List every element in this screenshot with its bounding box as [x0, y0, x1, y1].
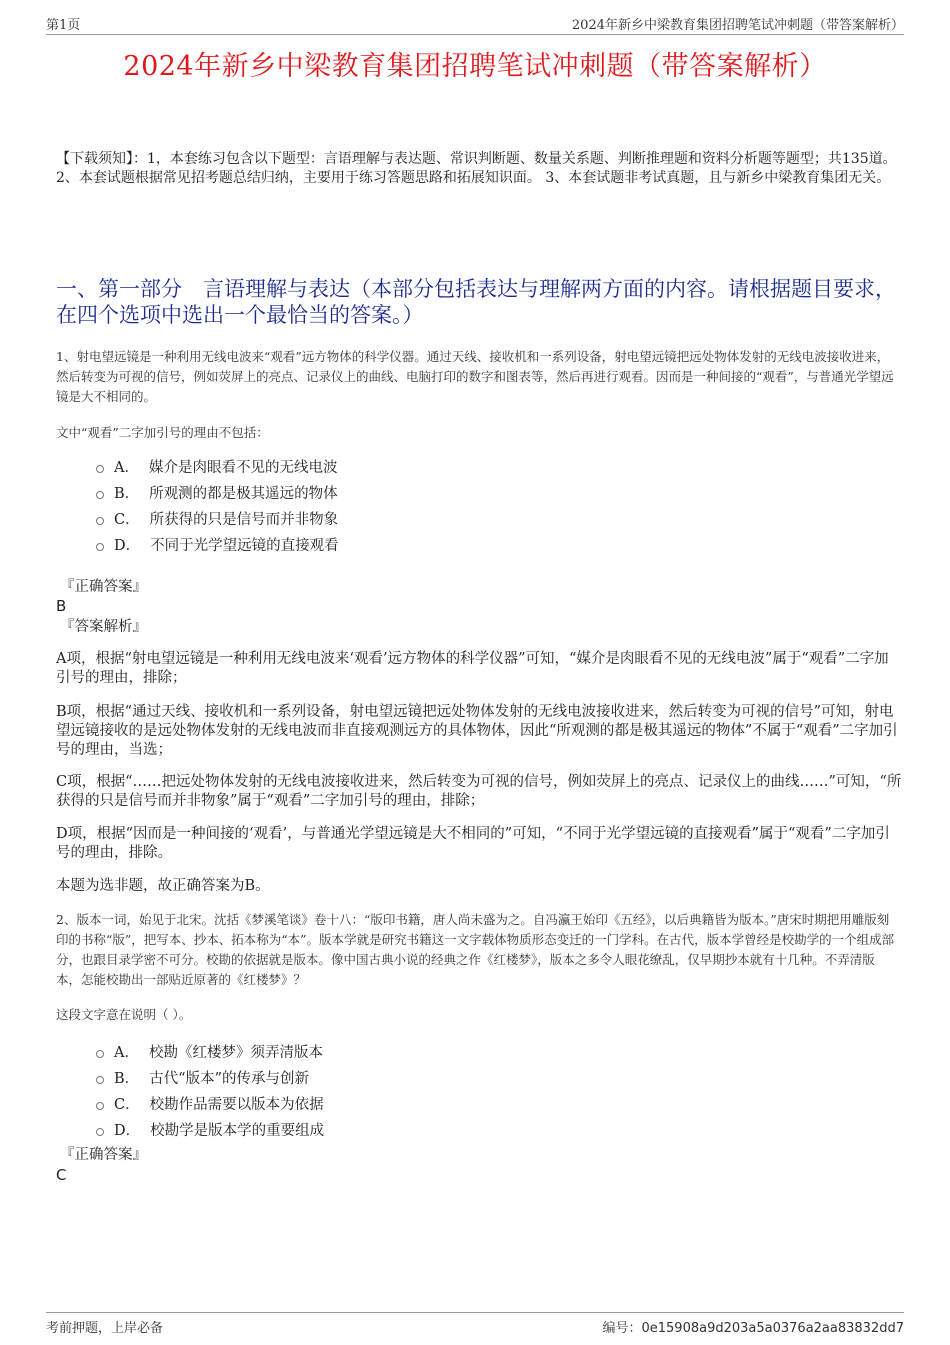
- q1-answer-label: 『正确答案』: [60, 579, 147, 595]
- option-text: 古代“版本”的传承与创新: [149, 1070, 309, 1087]
- question-2-options: [96, 1038, 324, 1142]
- option-letter: D．: [114, 537, 141, 554]
- radio-icon[interactable]: [96, 1128, 104, 1136]
- q1-option-b[interactable]: [96, 479, 339, 505]
- q2-option-c[interactable]: [96, 1090, 324, 1116]
- option-letter: B．: [114, 1070, 140, 1087]
- page-header: [46, 12, 904, 35]
- footer-code-label: 编号：: [602, 1321, 642, 1336]
- question-1-text: 1、射电望远镜是一种利用无线电波来“观看”远方物体的科学仪器。通过天线、接收机和一系列设备，射电望远镜把远处物体发射的无线电波接收进来，然后转变为可视的信号，例如荧屏上的亮点、记录仪上的曲线、电脑打印的数字和图表等，然后再进行观看。因而是一种间接的“观看”，与普通光学望远镜是大不相同的。: [56, 349, 894, 404]
- option-text: 不同于光学望远镜的直接观看: [150, 537, 339, 554]
- option-letter: A．: [114, 459, 139, 476]
- question-2-prompt: 这段文字意在说明（ ）。: [56, 1007, 192, 1022]
- q2-answer: C: [56, 1166, 67, 1184]
- radio-icon[interactable]: [96, 1050, 104, 1058]
- q2-answer-label: 『正确答案』: [60, 1147, 147, 1163]
- option-letter: B．: [114, 485, 140, 502]
- q1-conclusion: 本题为选非题，故正确答案为B。: [56, 878, 270, 894]
- question-2-text: 2、版本一词，始见于北宋。沈括《梦溪笔谈》卷十八：“版印书籍，唐人尚未盛为之。自冯瀛王始印《五经》，以后典籍皆为版本。”唐宋时期把用雕版刻印的书称“版”，把写本、抄本、拓本称为“本”。版本学就是研究书籍这一文字载体物质形态变迁的一门学科。在古代，版本学曾经是校勘学的一个组成部分，也跟目录学密不可分。校勘的依据就是版本。像中国古典小说的经典之作《红楼梦》，版本之多令人眼花缭乱，仅早期抄本就有十几种。不弄清版本，怎能校勘出一部贴近原著的《红楼梦》？: [56, 912, 895, 987]
- q1-answer: B: [56, 597, 67, 615]
- section-heading: 一、第一部分 言语理解与表达（本部分包括表达与理解两方面的内容。请根据题目要求，在四个选项中选出一个最恰当的答案。）: [56, 277, 896, 327]
- q2-option-a[interactable]: [96, 1038, 324, 1064]
- footer-code-value: 0e15908a9d203a5a0376a2aa83832dd7: [641, 1321, 904, 1336]
- option-text: 校勘作品需要以版本为依据: [149, 1096, 324, 1113]
- question-1-options: [96, 453, 339, 557]
- radio-icon[interactable]: [96, 517, 104, 525]
- document-title: 2024年新乡中梁教育集团招聘笔试冲刺题（带答案解析）: [123, 51, 827, 82]
- q1-option-a[interactable]: [96, 453, 339, 479]
- radio-icon[interactable]: [96, 1102, 104, 1110]
- radio-icon[interactable]: [96, 491, 104, 499]
- q1-option-d[interactable]: [96, 531, 339, 557]
- q1-analysis-label: 『答案解析』: [60, 619, 147, 635]
- q1-explanation-b: B项，根据“通过天线、接收机和一系列设备，射电望远镜把远处物体发射的无线电波接收进来，然后转变为可视的信号”可知，射电望远镜接收的是远处物体发射的无线电波而非直接观测远方的具体物体，因此“所观测的都是极其遥远的物体”不属于“观看”二字加引号的理由，当选；: [56, 704, 898, 758]
- option-text: 所观测的都是极其遥远的物体: [149, 485, 338, 502]
- footer-slogan: 考前押题，上岸必备: [46, 1321, 164, 1336]
- option-letter: D．: [114, 1122, 141, 1139]
- page-footer: [46, 1312, 904, 1335]
- option-text: 媒介是肉眼看不见的无线电波: [148, 459, 338, 476]
- q1-explanation-d: D项，根据“因而是一种间接的‘观看’，与普通光学望远镜是大不相同的”可知，“不同于光学望远镜的直接观看”属于“观看”二字加引号的理由，排除。: [56, 826, 890, 861]
- q2-option-b[interactable]: [96, 1064, 324, 1090]
- q2-option-d[interactable]: [96, 1116, 324, 1142]
- radio-icon[interactable]: [96, 1076, 104, 1084]
- option-text: 校勘学是版本学的重要组成: [150, 1122, 325, 1139]
- q1-explanation-c: C项，根据“……把远处物体发射的无线电波接收进来，然后转变为可视的信号，例如荧屏上的亮点、记录仪上的曲线……”可知，“所获得的只是信号而并非物象”属于“观看”二字加引号的理由，排除；: [56, 774, 902, 809]
- q1-option-c[interactable]: [96, 505, 339, 531]
- header-title: 2024年新乡中梁教育集团招聘笔试冲刺题（带答案解析）: [571, 18, 904, 33]
- page-number: 第1页: [46, 18, 81, 33]
- option-text: 校勘《红楼梦》须弄清版本: [148, 1044, 323, 1061]
- option-letter: C．: [114, 511, 140, 528]
- question-1-prompt: 文中“观看”二字加引号的理由不包括：: [56, 425, 269, 440]
- q1-explanation-a: A项，根据“射电望远镜是一种利用无线电波来‘观看’远方物体的科学仪器”可知，“媒介是肉眼看不见的无线电波”属于“观看”二字加引号的理由，排除；: [56, 651, 889, 686]
- option-letter: C．: [114, 1096, 140, 1113]
- option-letter: A．: [114, 1044, 139, 1061]
- download-notice: 【下载须知】：1，本套练习包含以下题型：言语理解与表达题、常识判断题、数量关系题、判断推理题和资料分析题等题型；共135道。 2、本套试题根据常见招考题总结归纳，主要用于练习答题思路和拓展知识面。 3、本套试题非考试真题，且与新乡中梁教育集团无关。: [56, 151, 897, 186]
- radio-icon[interactable]: [96, 543, 104, 551]
- footer-code: [602, 1317, 904, 1336]
- option-text: 所获得的只是信号而并非物象: [149, 511, 339, 528]
- radio-icon[interactable]: [96, 465, 104, 473]
